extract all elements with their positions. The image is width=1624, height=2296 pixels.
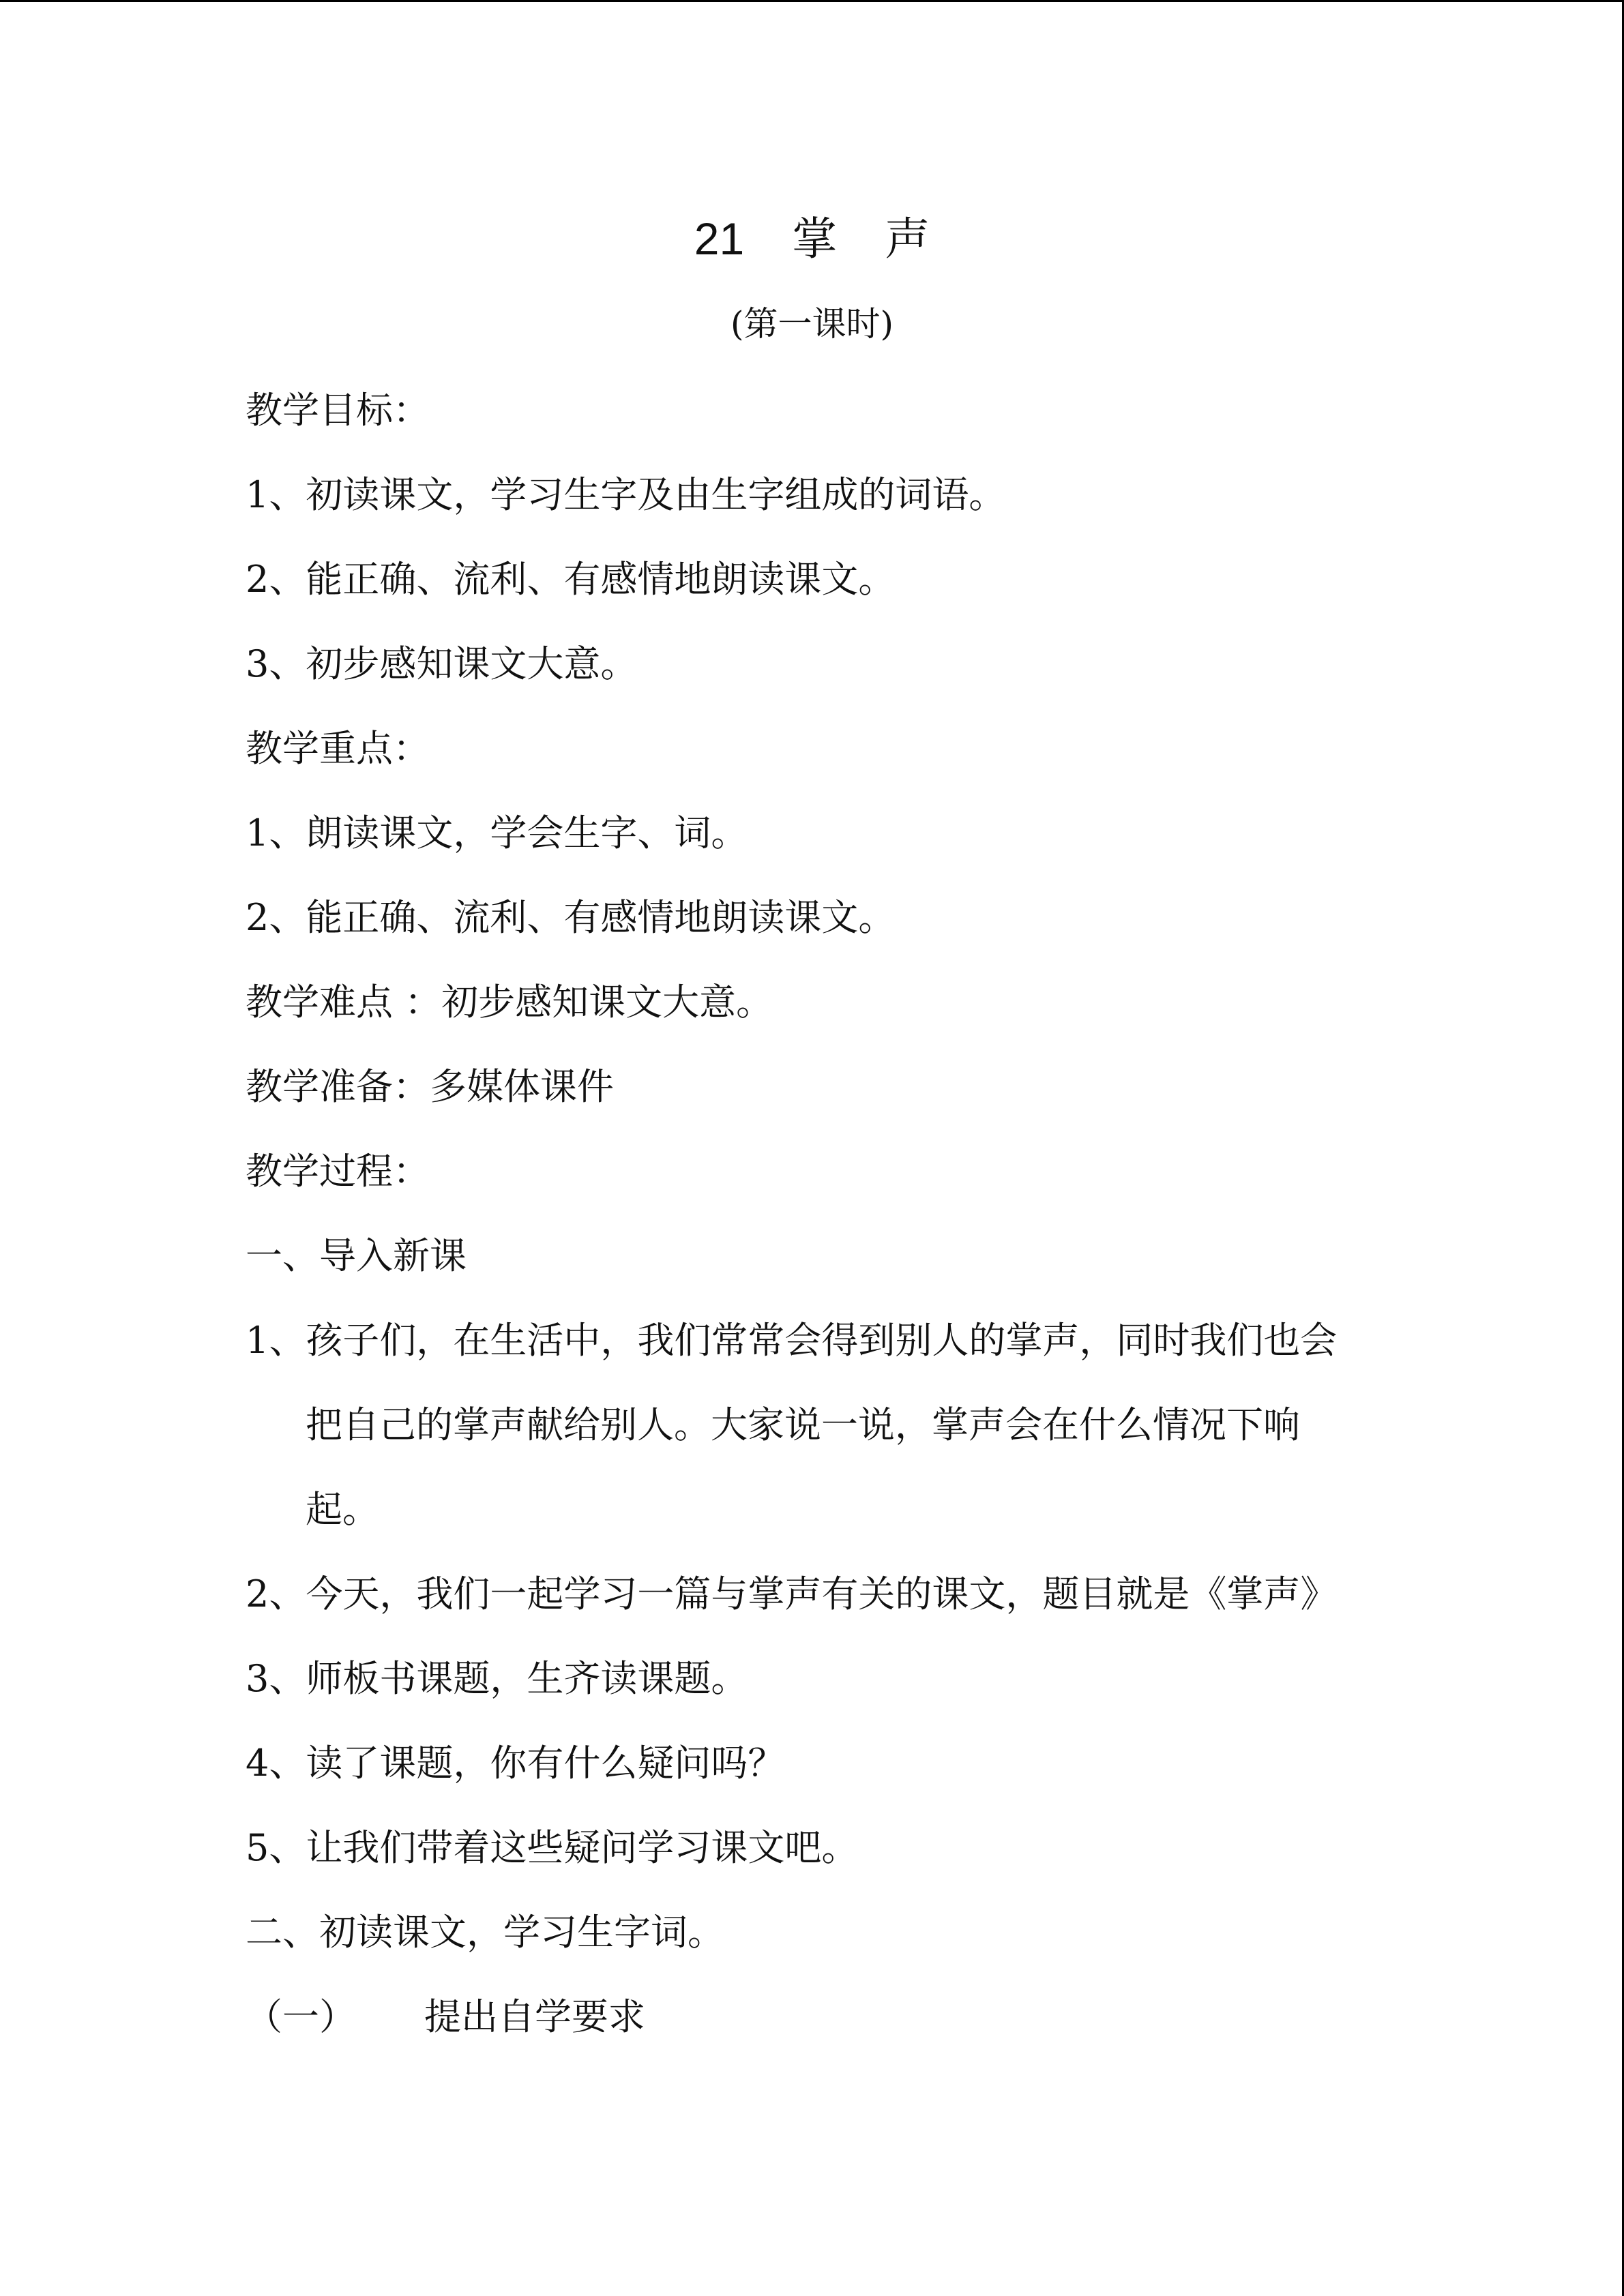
objective-item-1: 1、初读课文，学习生字及由生字组成的词语。 <box>246 473 1006 516</box>
process-step-5: 5、让我们带着这些疑问学习课文吧。 <box>246 1826 859 1869</box>
process-step-2: 2、今天，我们一起学习一篇与掌声有关的课文，题目就是《掌声》 <box>246 1572 1338 1615</box>
key-point-item-2: 2、能正确、流利、有感情地朗读课文。 <box>246 896 896 939</box>
section-heading-key-points: 教学重点： <box>246 727 430 770</box>
process-part-1-heading: 一、导入新课 <box>246 1234 467 1277</box>
key-point-item-1: 1、朗读课文，学会生字、词。 <box>246 811 748 854</box>
lesson-number: 21 <box>694 213 745 264</box>
subsection-text: 提出自学要求 <box>424 1995 645 2038</box>
title-char-2: 声 <box>885 213 930 265</box>
page-subtitle: (第一课时) <box>730 304 894 344</box>
document-body <box>246 382 1405 2073</box>
process-step-3: 3、师板书课题，生齐读课题。 <box>246 1657 748 1700</box>
subsection-line <box>246 1988 1405 2073</box>
process-step-4: 4、读了课题，你有什么疑问吗？ <box>246 1742 785 1785</box>
process-step-1-line-2: 把自己的掌声献给别人。大家说一说，掌声会在什么情况下响 <box>306 1403 1300 1446</box>
process-part-2-heading: 二、初读课文，学习生字词。 <box>246 1911 724 1954</box>
difficulty-line: 教学难点 ：初步感知课文大意。 <box>246 981 773 1024</box>
objective-item-3: 3、初步感知课文大意。 <box>246 642 638 685</box>
objective-item-2: 2、能正确、流利、有感情地朗读课文。 <box>246 558 896 601</box>
page-border-top <box>0 0 1624 2</box>
section-heading-objectives: 教学目标： <box>246 389 430 432</box>
subsection-marker: （一） <box>246 1995 356 2038</box>
page-title <box>0 208 1624 270</box>
process-step-1-line-1: 1、孩子们，在生活中，我们常常会得到别人的掌声，同时我们也会 <box>246 1319 1338 1362</box>
title-char-1: 掌 <box>792 213 838 265</box>
preparation-line: 教学准备：多媒体课件 <box>246 1065 614 1108</box>
section-heading-process: 教学过程： <box>246 1150 430 1193</box>
process-step-1-line-3: 起。 <box>306 1488 379 1531</box>
